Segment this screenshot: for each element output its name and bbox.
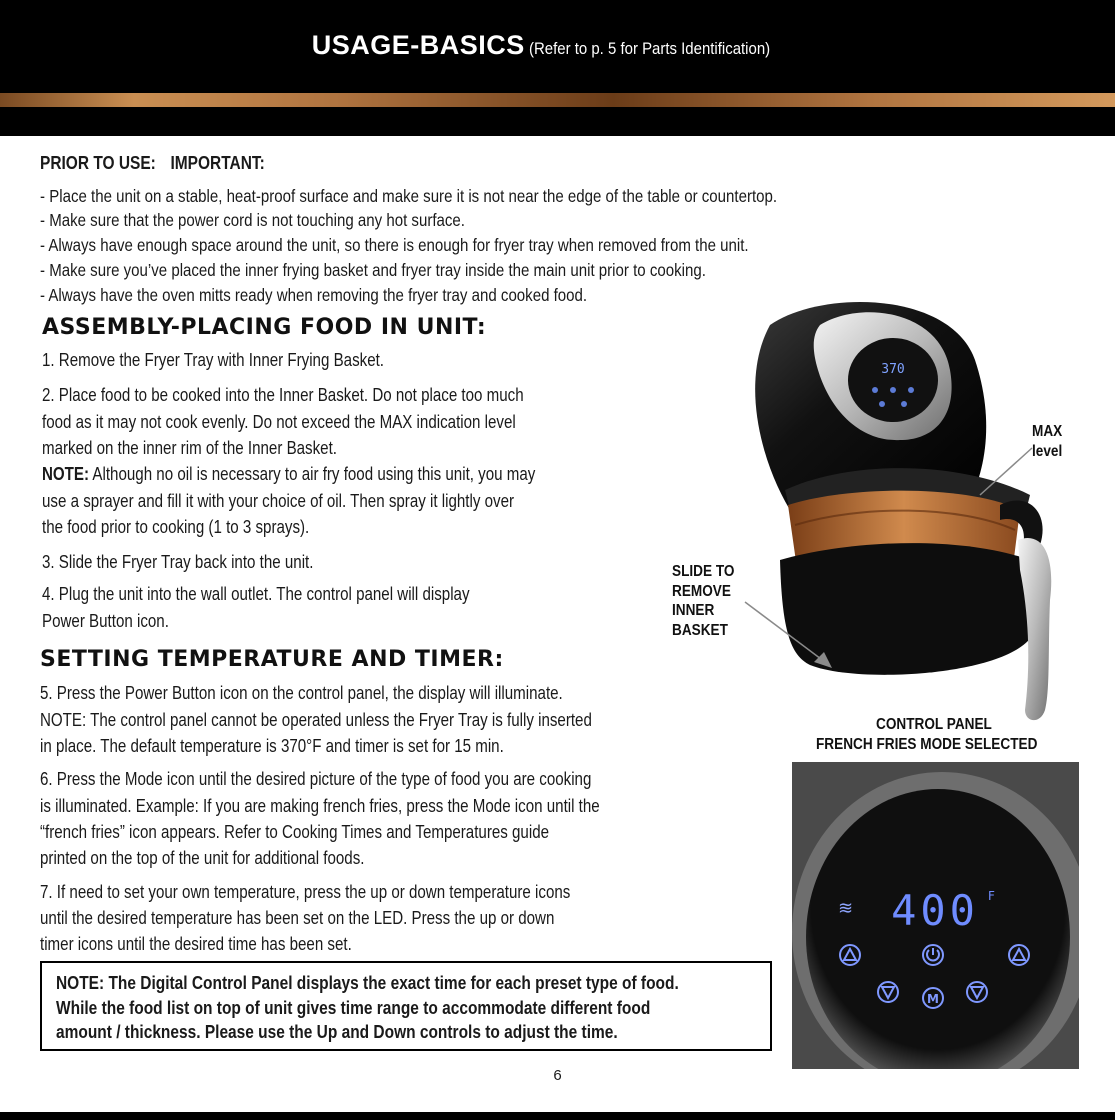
air-fryer-illustration xyxy=(700,290,1110,740)
fryer-button-dot xyxy=(890,387,896,393)
prior-bullet: - Always have enough space around the unit, so there is enough for fryer tray when removed from the unit. xyxy=(40,235,749,255)
food-icon: ≋ xyxy=(838,898,854,919)
led-temperature: 400 xyxy=(891,886,979,935)
mode-selected-label: FRENCH FRIES MODE SELECTED xyxy=(816,736,1038,753)
max-label-line: MAX xyxy=(1032,423,1063,440)
note-label: NOTE: xyxy=(42,464,90,484)
assembly-note-line xyxy=(42,462,535,487)
fryer-display-text: 370 xyxy=(881,362,905,377)
prior-bullet: - Place the unit on a stable, heat-proof surface and make sure it is not near the edge of the table or countertop. xyxy=(40,186,778,206)
setting-step-6-line: is illuminated. Example: If you are making french fries, press the Mode icon until the xyxy=(40,796,600,816)
fryer-button-dot xyxy=(908,387,914,393)
fryer-drawer-front xyxy=(780,543,1035,675)
fryer-button-dot xyxy=(879,401,885,407)
prior-bullet: - Make sure that the power cord is not touching any hot surface. xyxy=(40,210,465,230)
max-label xyxy=(1032,422,1062,461)
max-label-line: level xyxy=(1032,442,1063,460)
setting-step-6-line: 6. Press the Mode icon until the desired picture of the type of food you are cooking xyxy=(40,769,592,789)
assembly-step-2-line: 2. Place food to be cooked into the Inner Basket. Do not place too much xyxy=(42,385,524,405)
title-main: USAGE-BASICS xyxy=(311,30,525,60)
fryer-display-disc xyxy=(848,338,938,422)
prior-bullet: - Make sure you’ve placed the inner frying basket and fryer tray inside the main unit prior to cooking. xyxy=(40,260,706,280)
led-unit: F xyxy=(988,889,995,903)
gold-band xyxy=(0,93,1115,107)
note-box-line: NOTE: The Digital Control Panel displays the exact time for each preset type of food. xyxy=(56,973,679,993)
setting-heading: SETTING TEMPERATURE AND TIMER: xyxy=(40,647,504,672)
control-panel-graphic xyxy=(792,762,1079,1069)
assembly-heading: ASSEMBLY-PLACING FOOD IN UNIT: xyxy=(42,315,487,340)
mode-icon-letter: M xyxy=(927,992,939,1006)
assembly-step-1: 1. Remove the Fryer Tray with Inner Frying Basket. xyxy=(42,350,385,370)
control-panel-label: CONTROL PANEL xyxy=(876,716,992,733)
note-box-line: amount / thickness. Please use the Up and Down controls to adjust the time. xyxy=(56,1022,618,1042)
setting-step-6-line: “french fries” icon appears. Refer to Cooking Times and Temperatures guide xyxy=(40,822,550,842)
assembly-step-3: 3. Slide the Fryer Tray back into the unit. xyxy=(42,552,314,572)
title-subtitle: (Refer to p. 5 for Parts Identification) xyxy=(529,39,771,58)
prior-heading-2: IMPORTANT: xyxy=(170,153,265,173)
note-box xyxy=(40,961,772,1051)
note-box-line: While the food list on top of unit gives time range to accommodate different food xyxy=(56,998,651,1018)
page-title xyxy=(0,30,1115,61)
prior-bullet: - Always have the oven mitts ready when removing the fryer tray and cooked food. xyxy=(40,285,588,305)
slide-label-line: INNER xyxy=(672,602,715,619)
assembly-note-line: use a sprayer and fill it with your choice of oil. Then spray it lightly over xyxy=(42,491,515,511)
assembly-note-line: the food prior to cooking (1 to 3 sprays). xyxy=(42,517,310,537)
page-header xyxy=(0,0,1115,136)
slide-label-line: BASKET xyxy=(672,621,728,639)
assembly-step-4-line: Power Button icon. xyxy=(42,611,169,631)
setting-step-6-line: printed on the top of the unit for additional foods. xyxy=(40,848,365,868)
slide-label-line: REMOVE xyxy=(672,582,731,600)
fryer-button-dot xyxy=(872,387,878,393)
setting-step-7-line: until the desired temperature has been set on the LED. Press the up or down xyxy=(40,908,555,928)
fryer-button-dot xyxy=(901,401,907,407)
prior-heading xyxy=(40,153,275,174)
setting-step-7-line: timer icons until the desired time has been set. xyxy=(40,934,352,954)
bottom-rule xyxy=(0,1112,1115,1120)
assembly-step-4-line: 4. Plug the unit into the wall outlet. The control panel will display xyxy=(42,584,470,604)
setting-step-5-line: in place. The default temperature is 370°F and timer is set for 15 min. xyxy=(40,736,504,756)
slide-label xyxy=(672,562,734,640)
assembly-step-2-line: food as it may not cook evenly. Do not exceed the MAX indication level xyxy=(42,412,516,432)
setting-step-5-line: NOTE: The control panel cannot be operated unless the Fryer Tray is fully inserted xyxy=(40,710,592,730)
prior-heading-1: PRIOR TO USE: xyxy=(40,153,156,173)
note-text: Although no oil is necessary to air fry food using this unit, you may xyxy=(92,464,536,484)
assembly-step-2-line: marked on the inner rim of the Inner Basket. xyxy=(42,438,337,458)
setting-step-7-line: 7. If need to set your own temperature, press the up or down temperature icons xyxy=(40,882,571,902)
control-panel-photo xyxy=(792,762,1079,1069)
slide-label-line: SLIDE TO xyxy=(672,563,735,580)
setting-step-5-line: 5. Press the Power Button icon on the control panel, the display will illuminate. xyxy=(40,683,563,703)
page-number: 6 xyxy=(553,1067,562,1084)
